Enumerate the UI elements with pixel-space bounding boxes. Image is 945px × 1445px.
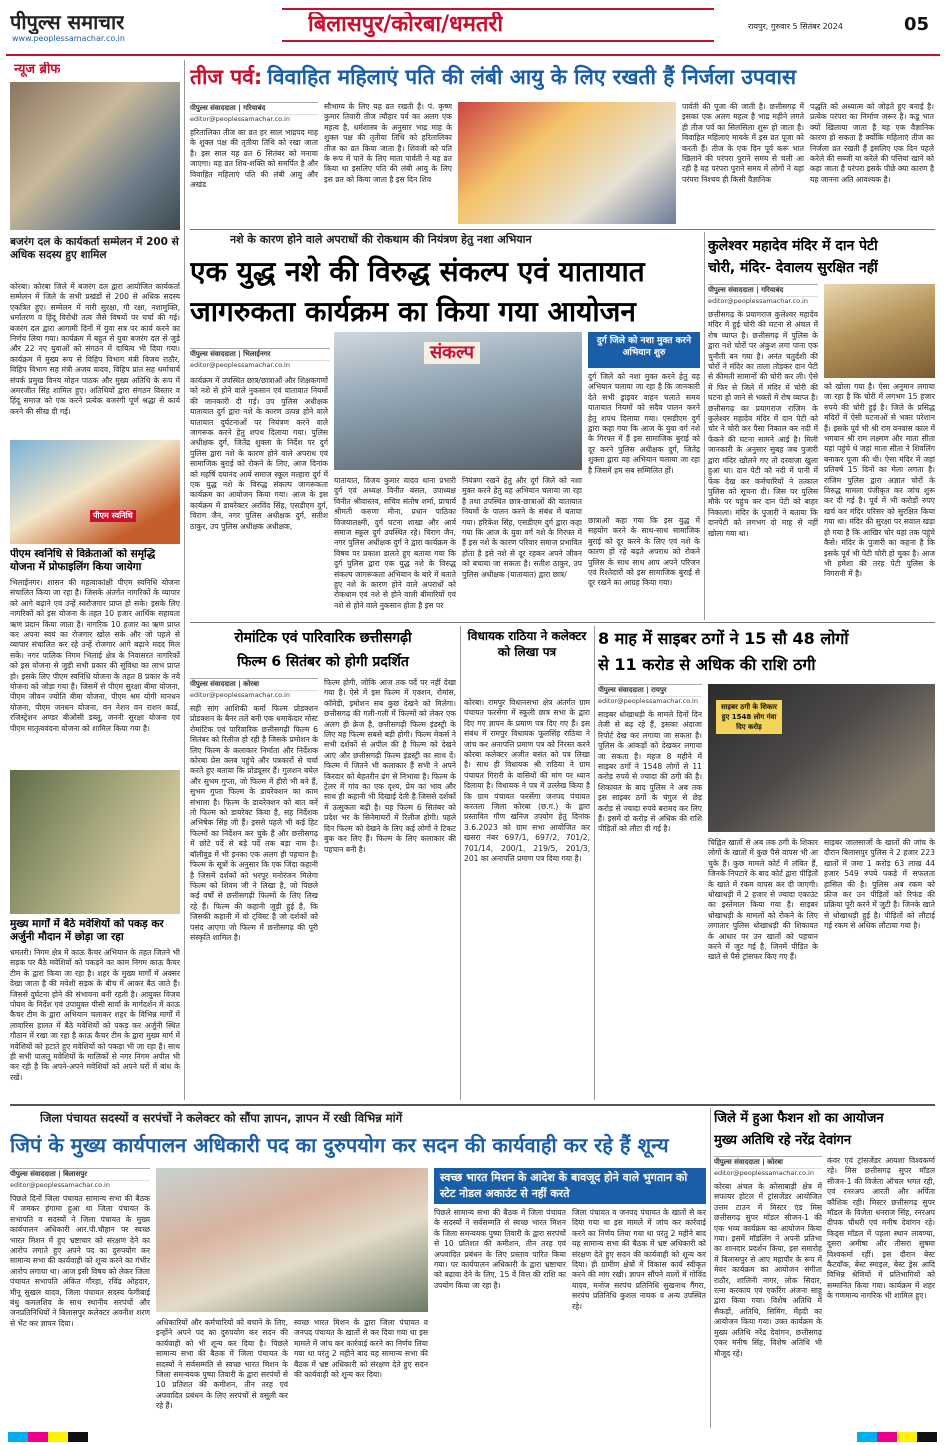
temple-col-1: छत्तीसगढ़ के प्रयागराज कुलेश्वर महादेव मंदिर में हुई चोरी की घटना से अंचल में रोष व्याप्त है। छत्तीसगढ़ में पुलिस के द्वारा नशे चोरों पर अंकुश लगा पाना एक चुनौती बन गया है। अनंत चतुर्दशी की चोरों ने मंदिर का ताला तोड़कर दान पेटी से कीमती सामानों की चोरी कर ली। ऐसे में फिर से जिले में मंदिर में चोरी की घटना हो जाने से भक्तों में रोष व्याप्त है। छत्तीसगढ़ का प्रयागराज राजिम के कुलेश्वर महादेव मंदिर में दान पेटी को चोर ने चोरी कर पैसा निकाल कर नदी में फेंकने की घटना सामने आई है। मिली जानकारी के अनुसार सुबह जब पुजारी द्वारा मंदिर खोलने गए तो दरवाजा खुला हुआ था। दान पेटी को नदी में पानी में फेंक देख कर कर्मचारियों ने तत्काल पुलिस को सूचना दी। जिस पर पुलिस मौके पर पहुंच कर दान पेटी को बाहर निकाला। मंदिर के पुजारी ने बताया कि दानपेटी को लगभग दो माह से नहीं खोला गया था।	[708, 310, 818, 538]
film-headline-1: रोमांटिक एवं पारिवारिक छत्तीसगढ़ी	[234, 630, 412, 646]
teej-col-3: पार्वती की पूजा की जाती है। छत्तीसगढ़ में इसका एक अलग महत्व है भाद्र महीने लगते ही तीज पर्व का सिलसिला शुरू हो जाता है। विवाहित महिलाएं मायके में इस व्रत पूजा को करती हैं। तीज के एक दिन पूर्व करू भात खिलाने की परंपरा पुराने समय से चली आ रही है यह परंपरा पुराने समय में लोगों ने यहां परंपरा निश्चय ही किसी वैज्ञानिक	[682, 102, 804, 184]
film-byline: पीपुल्स संवाददाता | कोरबा	[190, 678, 318, 691]
left-column-rule	[184, 60, 185, 1100]
panchayat-col-4: पिछले सामान्य सभा की बैठक में जिला पंचायत के सदस्यों ने सर्वसम्मति से स्वच्छ भारत मिशन के जिला समन्वयक पुष्पा तिवारी के द्वारा सरपंचों से 10 प्रतिशत की कमीशन, तीन तरह एवं अपवादित प्रबंधन के लिए प्रस्ताव पारित किया गया। पर कार्यपालन अधिकारी के द्वारा भ्रष्टाचार को बढ़ावा देने के लिए, 15 वें वित्त की राशि का उपयोग किया जा रहा है।	[434, 1208, 566, 1290]
print-mark-left	[8, 1432, 88, 1442]
mla-article	[464, 626, 590, 1100]
fashion-byline: पीपुल्स संवाददाता | कोरबा	[714, 1156, 822, 1169]
teej-title: विवाहित महिलाएं पति की लंबी आयु के लिए रखती हैं निर्जला उपवास	[267, 65, 797, 89]
panchayat-col-2: अधिकारियों और कर्मचारियों को बचाने के लिए, इन्होंने अपने पद का दुरुपयोग कर सदन की कार्यवाही को भी शून्य कर दिया है। पिछले सामान्य सभा की बैठक में जिला पंचायत के सदस्यों ने सर्वसम्मति से स्वच्छ भारत मिशन के जिला समन्वयक पुष्पा तिवारी के द्वारा सरपंचों से 10 प्रतिशत की कमीशन, तीन तरह एवं अपवादित प्रबंधन के लिए सरपंचों से वसूली कर रहे हैं।	[156, 1318, 288, 1411]
drug-col-2: यातायात, विजय कुमार यादव थाना प्रभारी दुर्ग एवं अध्यक्ष विनीत बंसल, उपाध्यक्ष विनीत श्रीवास्तव, सचिव संतोष शर्मा, प्राचार्य श्रीमती करुणा मीना, प्रधान पाठिका विजयालक्ष्मी, दुर्ग घटना शाखा और आर्य समाज स्कूल दुर्ग उपस्थित रहे। चिराग जैन, नगर पुलिस अधीक्षक दुर्ग ने द्वारा कार्यक्रम के विषय पर प्रकाश डालते हुए बताया गया कि दुर्ग पुलिस द्वारा एक युद्ध नशे के विरुद्ध संकल्प जागरूकता अभियान के बारे में बताते हुए नशे के कारण होने वाले अपराधों को रोकथाम एवं नशे से होने वाली बीमारियों एवं नशे से होने वाले नुकसान होता है इस पर	[334, 476, 456, 610]
mid-rule-2	[10, 1104, 935, 1106]
cyber-byline: पीपुल्स संवाददाता | रायपुर	[598, 684, 702, 697]
issue-date: रायपुर, गुरुवार 5 सितंबर 2024	[748, 22, 843, 31]
film-col-1: सही सांग आशिकी कर्मा फिल्म प्रोडक्शन प्रोडक्शन के बैनर तले बनी एक धमाकेदार मोस्ट रोमांटिक एवं पारिवारिक छत्तीसगढ़ी फिल्म 6 सितंबर को रिलीज हो रही है जिसके प्रमोशन के लिए फिल्म के कलाकार निर्माता और निर्देशक कोरबा प्रेस क्लब पहुंचे और पत्रकारों से चर्चा करते हुए बताया कि प्रोड्यूसर हैं। गुलशन बघेल और सुभम गुप्ता, जो फिल्म में हीरो भी बने हैं, सुभम गुप्ता फिल्म के डायरेक्शन का काम संभाला है। फिल्म के डायरेक्शन को बात करें तो फिल्म को डायरेक्ट किया है, सह निर्देशक अभिषेक सिंह जी हैं। इससे पहले भी कई हिट फिल्मों का निर्देशन कर चुके हैं और छत्तीसगढ़ में छोटे पर्दे से बड़े पर्दे तक बड़ा नाम है। बॉलीवुड में भी इनका एक अलग ही पहचान है। फिल्म के सूत्रों के अनुसार कि एक जिंदा कहानी है जिसमें दर्शकों को भरपूर मनोरंजन मिलेगा फिल्म को शिवम जी ने लिखा है, जो पिछले कई वर्षों से छत्तीसगढ़ी फिल्मों के लिए लिख रहे हैं। फिल्म की कहानी जुड़ी हुई है, कि जिसकी कहानी में वो ट्विस्ट है जो दर्शकों को पसंद आएगा जो फिल्म में छत्तीसगढ़ की पूरी संस्कृति शामिल है।	[190, 704, 318, 942]
film-headline-2: फिल्म 6 सितंबर को होगी प्रदर्शित	[237, 654, 409, 670]
temple-col-2: को खोला गया है। ऐसा अनुमान लगाया जा रहा है कि चोरी में लगभग 15 हजार रुपये की चोरी हुई है। जिले के प्रसिद्ध मंदिरों में ऐसी घटनाओं से भक्त परेशान हैं। इसके पूर्व भी श्री राम वनवास काल में भगवान श्री राम लक्ष्मण और माता सीता यहां पहुंचे थे जहां माता सीता ने शिवलिंग बनाकर पूजा की थी। ऐसा मंदिर में जहां प्रतिवर्ष 15 दिनों का मेला लगता है। राजिम पुलिस द्वारा अज्ञात चोरों के विरुद्ध मामला पंजीकृत कर जांच शुरू कर दी गई है। पूर्व में भी करोड़ों रुपए खर्च कर मंदिर परिसर को सुरक्षित किया गया था। मंदिर की सुरक्षा पर सवाल खड़ा हो गया है कि आखिर चोर यहां तक पहुंचे कैसे। मंदिर के पुजारी का कहना है कि इसके पूर्व भी पेटी चोरी हो चुका है। आज भी हमेशा की तरह पेटी पुलिस के निगरानी में है।	[824, 382, 935, 579]
brief-headline-3: मुख्य मार्गों में बैठे मवेशियों को पकड़ कर अर्जुनी मौदान में छोड़ा जा रहा	[10, 918, 164, 943]
fashion-left-rule	[710, 1108, 711, 1428]
fashion-col-1: कोरबा अंचल के कोसाबाड़ी क्षेत्र में सफायर होटल में ट्रांसजेंडर आयोजित उत्तम टाउन में मिस्टर एंड मिस छत्तीसगढ़ सुपर मॉडल सीजन-1 की एक भव्य कार्यक्रम का आयोजन किया गया। इसमें मॉडलिंग ने अपनी प्रतिभा का शानदार प्रदर्शन किया, इस समारोह में बिलासपुर से आए महापौर के रूप में मेयर कार्यक्रम का आयोजन संगीता राठौर, शालिनी नागर, लोक सिदार, रत्ना करकाय एवं एकरिंग अंजना साहू द्वारा किया गया। विशेष अतिथि में सैकड़ों, अतिथि, सिमिंग, मेंहदी का आयोजन किया गया। उक्त कार्यक्रम के मुख्य अतिथि नरेंद्र देवांगन, छत्तीसगढ़ एंकर मनीष सिंह, विशेष अतिथि भी मौजूद रहे।	[714, 1182, 822, 1358]
panchayat-email[interactable]: editor@peoplessamachar.co.in	[10, 1181, 110, 1189]
film-byline-block	[190, 678, 318, 700]
brief-photo-2	[10, 440, 180, 544]
brief-photo-3	[10, 770, 180, 914]
teej-byline: पीपुल्स संवाददाता | गरियाबंद	[190, 102, 318, 115]
teej-bottom-rule	[190, 229, 935, 230]
cyber-col-2: चिह्नित खातों से अब तक ठगी के शिकार लोगों के खातों में कुछ पैसे वापस भी आ चुके हैं। कुछ मामले कोर्ट में लंबित हैं, जिनके निपटारे के बाद कोर्ट द्वारा पीड़ितों के खाते में रकम वापस कर दी जाएगी। धोखाधड़ी में 2 हजार से ज्यादा एकाउंट का इस्तेमाल किया गया है। साइबर धोखाधड़ी के मामलों को रोकने के लिए लगातार पुलिस धोखाधड़ी की शिकायत के आधार पर उन खातों को पहचान करने में जुट गई है, जिनमें पीड़ित के खाते से पैसे ट्रांसफर किए गए हैं।	[708, 838, 818, 962]
drug-byline: पीपुल्स संवाददाता | भिलाईनगर	[190, 348, 330, 361]
brief-poster-text: पीएम स्वनिधि	[90, 510, 136, 522]
website-url[interactable]: www.peoplessamachar.co.in	[12, 34, 125, 43]
panchayat-col-3: स्वच्छ भारत मिशन के द्वारा जिला पंचायत व जनपद पंचायत के खातों से कर दिया गया था इस मामले में जांच कर कार्रवाई करने का निर्णय लिया गया था परंतु 2 महीने बाद यह सामान्य सभा की बैठक में भ्रष्ट अधिकारी को संरक्षण देते हुए सदन की कार्यवाही को शून्य कर दिया।	[294, 1318, 428, 1380]
temple-article	[708, 232, 935, 620]
cyber-article	[598, 626, 935, 1100]
cyber-photo	[708, 684, 935, 832]
temple-email[interactable]: editor@peoplessamachar.co.in	[708, 297, 808, 305]
teej-col-4: पद्धति को अध्यात्म को जोड़ते हुए बनाई है। प्रत्येक परंपरा का निर्माण जरूर है। कडू भात क्यों खिलाया जाता है यह एक वैज्ञानिक कारण हो सकता है क्योंकि महिलाएं तीज का निर्जला व्रत रखती हैं इसलिए एक दिन पहले करेले की सब्जी या करेले की पत्तियां खाने को कहा जाता है परंपरा इसके पीछे क्या कारण है यह जानना अति आवश्यक है।	[810, 102, 934, 184]
drug-col-4: छात्राओं कहा गया कि इस युद्ध में सहयोग करने के साथ-साथ सामाजिक बुराई को दूर करने के लिए एवं नशे के कारण हो रहे बढ़ते अपराध को रोकने पुलिस के साथ साथ आप अपने परिजन एवं रिश्तेदारों को इस सामाजिक बुराई से दूर रखने का आग्रह किया गया।	[588, 516, 700, 588]
panchayat-photo	[156, 1168, 428, 1312]
fashion-article	[714, 1108, 935, 1428]
section-label-box	[282, 8, 714, 42]
section-title: बिलासपुर/कोरबा/धमतरी	[308, 12, 504, 37]
cyber-col-1: साइबर धोखाधड़ी के मामले दिनों दिन तेजी से बढ़ रहे हैं, इसका अंदाजा रिपोर्ट देख कर लगाया जा सकता है। पुलिस के आंकड़ों को देखकर लगाया जा सकता है। महज 8 महीने में साइबर ठगों ने 1548 लोगों से 11 करोड़ रुपये से ज्यादा की ठगी की है। शिकायत के बाद पुलिस ने अब तक इस साइबर ठगों के चंगुल से छेड़ करोड़ से ज्यादा रुपये बरामद कर लिए हैं। इसमें दो करोड़ से अधिक की राशि पीड़ितों को लौटा दी गई है।	[598, 710, 702, 834]
cyber-poster-text: साइबर ठगी के शिकार हुए 1548 लोग गंवा दिए करोड़	[716, 700, 782, 734]
drug-banner-text: संकल्प	[424, 342, 480, 364]
panchayat-sub-headline: स्वच्छ भारत मिशन के आदेश के बावजूद होने वाले भुगतान को स्टेट नोडल अकाउंट से नहीं करते	[434, 1168, 706, 1204]
fashion-byline-block	[714, 1156, 822, 1178]
masthead-logo	[10, 10, 220, 36]
fashion-email[interactable]: editor@peoplessamachar.co.in	[714, 1169, 814, 1177]
drug-callout	[588, 332, 700, 512]
mid-rule-1	[190, 622, 935, 623]
drug-right-rule	[704, 232, 705, 620]
mla-right-rule	[594, 626, 595, 1100]
temple-byline-block	[708, 284, 818, 306]
news-brief-column	[10, 60, 180, 1100]
cyber-col-3: साइबर जालसाजों के खातों की जांच के दौरान बिलासपुर पुलिस ने 2 हजार 223 खातों में जमा 1 करोड़ 63 लाख 44 हजार 549 रुपये पकड़े में सफलता हासिल की है। पुलिस अब रकम को फ्रीज कर उन पीड़ितों को रिफंड की प्रक्रिया पूरी करने में जुटी है। जिनके खाते से धोखाधड़ी हुई है। पीड़ितों को लौटाई गई रकम से अधिक लौटाया गया है।	[824, 838, 935, 931]
teej-col-2: सौभाग्य के लिए यह व्रत रखती हैं। पं. कृष्ण कुमार तिवारी तीज त्यौहार पर्व का अलग एक महत्व है, धर्मशास्त्र के अनुसार भाद्र माह के शुक्ल पक्ष की तृतीया तिथि को हरितालिका तीज का व्रत किया जाता है। शिवजी को पति के रूप में पाने के लिए माता पार्वती ने यह व्रत किया था इसलिए पति की लंबी आयु के लिए इस व्रत को किया जाता है इस दिन शिव	[324, 102, 452, 184]
film-article	[190, 626, 456, 1100]
teej-article	[190, 60, 935, 228]
teej-byline-block	[190, 102, 318, 126]
temple-headline-1: कुलेश्वर महादेव मंदिर में दान पेटी	[708, 238, 878, 254]
drug-col-1: कार्यक्रम में उपस्थित छात्र/छात्राओं और शिक्षकगणों को नशे से होने वाले नुकसान एवं यातायात नियमों की जानकारी दी गई। उप पुलिस अधीक्षक यातायात दुर्ग द्वारा नशे के कारण उत्पन्न होने वाले यातायात दुर्घटनाओं पर नियंत्रण करने वाले जागरूक करने हेतु शपथ दिलाया गया। पुलिस अधीक्षक दुर्ग, जितेंद्र शुक्ला के निर्देश पर दुर्ग पुलिस द्वारा नशे के कारण होने वाले अपराध एवं सामाजिक बुराई को रोकने के लिए, आज दिनांक को महर्षि दयानंद आर्य समाज स्कूल मल्हारा दुर्ग में एक युद्ध नशे के विरुद्ध संकल्प जागरूकता कार्यक्रम का आयोजन किया गया। आज के इस कार्यक्रम में डायरेक्टर अरविंद सिंह, एसडीएम दुर्ग, चिराग जैन, नगर पुलिस अधीक्षक दुर्ग, सतीश ठाकुर, उप पुलिस अधीक्षक अधीक्षक,	[190, 376, 328, 531]
brief-photo-1	[10, 82, 180, 230]
panchayat-col-1: पिछले दिनों जिला पंचायत सामान्य सभा की बैठक में जमकर हंगामा हुआ था जिला पंचायत के सभापति व सदस्यों ने जिला पंचायत के मुख्य कार्यपालन अधिकारी आर.पी.चौहान पर स्वच्छ भारत मिशन में हुए भ्रष्टाचार को संरक्षण देने का आरोप लगाते हुए अपने पद का दुरुपयोग कर सामान्य सभा की कार्यवाही को शून्य करने का गंभीर आरोप लगाया था। आज इसी विषय को लेकर जिला पंचायत सभापति अंकित गौरहा, रविंद्र ओहदार, मीनू सुखल यादव, जिला पंचायत सदस्य फेगीबाई बंधु कमलशिव के साथ स्थानीय सरपंचों और जनप्रतिनिधियों ने बिलासपुर कलेक्टर अवनीश शरण से भेंट कर ज्ञापन दिया।	[10, 1194, 150, 1328]
teej-email[interactable]: editor@peoplessamachar.co.in	[190, 115, 290, 123]
footer-print-marks	[0, 1430, 945, 1445]
film-col-2: फिल्म होगी, जोकि आज तक पर्दे पर नहीं देखा गया है। ऐसे में इस फिल्म में एक्शन, रोमांस, कॉमेडी, इमोशन सब कुछ देखने को मिलेगा। छत्तीसगढ़ की गली-गली में फिल्मों को लेकर एक अलग ही क्रेज है, छत्तीसगढ़ी फिल्म इंडस्ट्री के लिए यह फिल्म सबसे बड़ी होगी। फिल्म मेकर्स ने सभी दर्शकों से अपील की है फिल्म को देखने आएं और छत्तीसगढ़ी फिल्म इंडस्ट्री का साथ दें। फिल्म में जितने भी कलाकार हैं सभी ने अपने किरदार को बेहतरीन ढंग से निभाया है। फिल्म के ट्रेलर में गांव का एक दृश्य, प्रेम का भाव और साथ ही कहानी भी दिखाई देती है जिससे दर्शकों में उत्सुकता बढ़ी है। यह फिल्म 6 सितंबर को प्रदेश भर के सिनेमाघरों में रिलीज होगी। पहले दिन फिल्म को देखने के लिए कई लोगों ने टिकट बुक कर लिए हैं। फिल्म के लिए कलाकार की पहचान बनी है।	[324, 678, 456, 854]
drug-byline-block	[190, 348, 330, 370]
brief-headline-1: बजरंग दल के कार्यकर्ता सम्मेलन में 200 से अधिक सदस्य हुए शामिल	[10, 236, 179, 261]
print-mark-right	[857, 1432, 937, 1442]
page-number: 05	[904, 14, 930, 35]
drug-kicker: नशे के कारण होने वाले अपराधों की रोकथाम की नियंत्रण हेतु नशा अभियान	[230, 233, 532, 246]
cyber-headline-1: 8 माह में साइबर ठगों ने 15 सौ 48 लोगों	[598, 629, 849, 648]
brief-body-2: भिलाईनगर। शासन की महत्वाकांक्षी पीएम स्वनिधि योजना संचालित किया जा रहा है। जिसके अंतर्गत नागरिकों के व्यापार को आगे बढ़ाने एवं उन्हें स्वरोजगार प्राप्त हो सके। इसके लिए नागरिकों को इस योजना के तहत 10 हजार आर्थिक सहायता ऋण प्रदान किया जाता है। नागरिक 10 हजार का ऋण प्राप्त कर अपना स्वयं का रोजगार खोल सके और जो पहले से व्यापार संचालित कर रहे उन्हें रोजगार आगे बढ़ाने मदद मिल सके। नगर पालिक निगम भिलाई क्षेत्र के निवासरत नागरिकों को इस योजना से जुड़ी सभी प्रकार की सुविधा का लाभ प्राप्त हो। इसके लिए पीएम स्वनिधि योजना के तहत 8 प्रकार के नये योजना को जोड़ा गया है। जिसमें से पीएम सुरक्षा बीमा योजना, पीएम जीवन ज्योति बीमा योजना, पीएम श्रम योगी मानधन योजना, पीएम जनधन योजना, वन नेशन वन राशन कार्ड, रजिस्ट्रेशन अण्डर बीओसी डब्लू, जननी सुरक्षा योजना एवं पीएम मातृत्ववंदना योजना को शामिल किया गया है।	[10, 578, 180, 733]
brief-headline-2: पीएम स्वनिधि से विक्रेताओं को समृद्धि योजना में प्रोफाइलिंग किया जायेगा	[10, 548, 156, 573]
teej-headline	[190, 60, 935, 96]
film-right-rule	[460, 626, 461, 1100]
mla-body: कोरबा। रामपुर विधानसभा क्षेत्र अंतर्गत ग्राम पंचायत फरसेंगा में स्कूली छात्र सभा के द्वारा दिए गए ज्ञापन के प्रमाण पत्र दिए गए हैं। इस संबंध में रामपुर विधायक फूलसिंह राठिया ने जांच कर अनापत्ति प्रमाण पत्र को निरस्त करने कोरबा कलेक्टर अजीत बसंत को पत्र लिखा है। साथ ही विधायक श्री राठिया ने ग्राम पंचायत गिरारी के वासियों की मांग पर ध्यान दिलाया है। विधायक ने पत्र में उल्लेख किया है कि ग्राम पंचायत फरसेंगा जनपद पंचायत करतला जिला कोरबा (छ.ग.) के द्वारा प्रस्तावित गौण खनिज उपयोग हेतु दिनांक 3.6.2023 को ग्राम सभा आयोजित कर खसरा नंबर 697/1, 697/2, 701/2, 701/14, 200/1, 219/5, 201/3, 201 का अनापत्ति प्रमाण पत्र दिया गया है।	[464, 698, 590, 864]
drug-callout-title: दुर्ग जिले को नशा मुक्त करने अभियान शुरु	[588, 332, 700, 368]
panchayat-headline: जिपं के मुख्य कार्यपालन अधिकारी पद का दुरुपयोग कर सदन की कार्यवाही कर रहे हैं शून्य	[10, 1133, 669, 1157]
drug-article	[190, 232, 700, 620]
teej-col-1: हरितालिका तीज का व्रत हर साल भाद्रपद माह के शुक्ल पक्ष की तृतीया तिथि को रखा जाता है। इस साल यह व्रत 6 सितंबर को मनाया जाएगा। यह व्रत शिव-शक्ति को समर्पित है और विवाहित महिलाएं पति की लंबी आयु और अखंड	[190, 128, 318, 190]
fashion-headline-2: मुख्य अतिथि रहे नरेंद्र देवांगन	[714, 1133, 852, 1148]
news-brief-label: न्यूज ब्रीफ	[14, 62, 61, 77]
temple-byline: पीपुल्स संवाददाता | गरियाबंद	[708, 284, 818, 297]
teej-photo	[458, 102, 676, 224]
temple-headline-2: चोरी, मंदिर- देवालय सुरक्षित नहीं	[708, 260, 878, 276]
brief-body-3: धमतरी। निगम क्षेत्र में काऊ कैचर अभियान के तहत जितने भी सड़क पर बैठे मवेशियों को पकड़ने का काम निगम काऊ कैचर टीम के द्वारा किया जा रहा है। शहर के मुख्य मार्गों में अक्सर देखा जाता है की मवेशी सड़क के बीच में आकर बैठ जाते हैं। जिससे दुर्घटना होने की संभावना बनी रहती है। आयुक्त विजय पोयम के निर्देश एवं उपायुक्त पीसी सार्वा के मार्गदर्शन में काऊ कैचर टीम के द्वारा अभियान चलाकर शहर के विभिन्न मार्गों में लावारिस हालत में बैठे मवेशियों को पकड़ कर अर्जुनी स्थित गौठान में रखा जा रहा है काऊ कैचर टीम के द्वारा मुख्य मार्ग में मवेशियों को हटाते हुए मवेशियों को पकड़ा भी जा रहा है। साथ ही सभी पालतू मवेशियों के मालिकों से नगर निगम अपील भी कर रही है कि अपने-अपने मवेशियों को अपने घरों में बांध के रखें।	[10, 948, 180, 1082]
drug-email[interactable]: editor@peoplessamachar.co.in	[190, 361, 290, 369]
panchayat-col-5: जिला पंचायत व जनपद पंचायत के खातों से कर दिया गया था इस मामले में जांच कर कार्रवाई करने का निर्णय लिया गया था परंतु 2 महीने बाद यह सामान्य सभा की बैठक में भ्रष्ट अधिकारी को संरक्षण देते हुए सदन की कार्यवाही को शून्य कर दिया। ही ग्रामीण क्षेत्रों में विकास कार्य स्वीकृत करने की मांग रखी। ज्ञापन सौंपने वालों में गोविंद यादव, मनोज सरपंच प्रतिनिधि सुखनाथ गैंगरा, सरपंच प्रतिनिधि कुशल नायक व अन्य उपस्थित रहे।	[572, 1208, 706, 1311]
panchayat-byline-block	[10, 1168, 150, 1190]
film-email[interactable]: editor@peoplessamachar.co.in	[190, 691, 290, 699]
masthead-title: पीपुल्स समाचार	[10, 10, 125, 34]
panchayat-byline: पीपुल्स संवाददाता | बिलासपुर	[10, 1168, 150, 1181]
drug-callout-body: दुर्ग जिले को नशा मुक्त करने हेतु यह अभियान चलाया जा रहा है कि जानकारी देते सभी ड्राइवर वाहन चलाते समय यातायात नियमों को सदैव पालन करने हेतु शपथ दिलाया गया। एसडीएम दुर्ग द्वारा कहा गया कि आज के युवा वर्ग नशे के गिरफ्त में हैं इस सामाजिक बुराई को दूर करने पुलिस अधीक्षक दुर्ग, जितेंद्र शुक्ला द्वारा यह अभियान चलाया जा रहा है जिसमें हम सब सम्मिलित हों।	[588, 372, 700, 475]
drug-headline-1: एक युद्ध नशे की विरुद्ध संकल्प एवं यातायात	[190, 255, 645, 288]
temple-photo	[824, 284, 935, 378]
mla-headline: विधायक राठिया ने कलेक्टर को लिखा पत्र	[467, 629, 587, 659]
header-rule	[6, 54, 940, 56]
cyber-headline-2: से 11 करोड से अधिक की राशि ठगी	[598, 655, 816, 674]
fashion-col-2: कंवर एवं ट्रांसजेंडर आयशा विश्वकर्मा रहे। मिस छत्तीसगढ़ सुपर मॉडल सीजन-1 की विजेता ऑचल भगत रही, एवं रनरअप आरती और अर्पिता कौशिक रही। मिस्टर छत्तीसगढ़ सुपर मॉडल के विजेता धनराज सिंह, रनरअप दीपक चौधरी एवं मनीष देवांगन रहे। किड्स मॉडल में पहला स्थान लावण्या, दूसरा अमीषा और तीसरा सुषमा विश्वकर्मा रहीं। इस दौरान बेस्ट कैटवॉक, बेस्ट स्माइल, बेस्ट ड्रेस आदि विभिन्न श्रेणियों में प्रतिभागियों को सम्मानित किया गया। कार्यक्रम में शहर के गणमान्य नागरिक भी शामिल हुए।	[827, 1156, 935, 1301]
drug-photo	[334, 332, 582, 470]
drug-col-3: नियंत्रण रखने हेतु और दुर्ग जिले को नशा मुक्त करने हेतु यह अभियान चलाया जा रहा है तथा उपस्थित छात्र-छात्राओं की यातायात नियमों के पालन करने के संबंध में बताया गया। हरिकेश सिंह, एसडीएम दुर्ग द्वारा कहा गया कि आज के युवा वर्ग नशे के गिरफ्त में हैं इस नशे के कारण परिवार समाज प्रभावित होता है इसे नशे से दूर रहकर अपने जीवन को बचाया जा सकता है। सतीश ठाकुर, उप पुलिस अधीक्षक (यातायात) द्वारा छात्र/	[462, 476, 582, 579]
cyber-byline-block	[598, 684, 702, 706]
panchayat-kicker: जिला पंचायत सदस्यों व सरपंचों ने कलेक्टर को सौंपा ज्ञापन, ज्ञापन में रखी विभिन्न मांगें	[40, 1111, 403, 1125]
fashion-headline-1: जिले में हुआ फैशन शो का आयोजन	[714, 1111, 884, 1126]
cyber-email[interactable]: editor@peoplessamachar.co.in	[598, 697, 698, 705]
teej-kicker: तीज पर्व:	[190, 65, 263, 89]
masthead-bar	[0, 0, 945, 56]
drug-headline-2: जागरुकता कार्यक्रम का किया गया आयोजन	[190, 295, 636, 328]
brief-body-1: कोरबा। कोरबा जिले में बजरंग दल द्वारा आयोजित कार्यकर्ता सम्मेलन में जिले के सभी प्रखंडों से 200 से अधिक सदस्य एकत्रित हुए। सम्मेलन में नारी सुरक्षा, गौ रक्षा, नशामुक्ति, धर्मांतरण व हिंदू विरोधी तत्व जैसे विषयों पर चर्चा की गई। बजरंग दल द्वारा आगामी दिनों में युवा सत्र पर कार्य करने का निर्णय लिया गया। कार्यक्रम में बहुत से युवा बजरंग दल से जुड़े और 22 नए युवाओं को संगठन में दायित्व भी दिया गया। कार्यक्रम में मुख्य रूप से विहिप विभाग मंत्री विजय राठौर, विहिप विभाग सह मंत्री अजय यादव, विहिप प्रांत सह धर्माचार्य संपर्क प्रमुख विनय मोहन पाठक और मुख्य अतिथि के रूप में अमरजीत सिंह शामिल हुए। अतिथियों द्वारा संगठन विस्तार व हिंदू समाज को एक करने प्रत्येक बजरंगी पूर्ण श्रद्धा से कार्य करने की सीख दी गई।	[10, 282, 180, 416]
panchayat-article	[10, 1108, 706, 1428]
